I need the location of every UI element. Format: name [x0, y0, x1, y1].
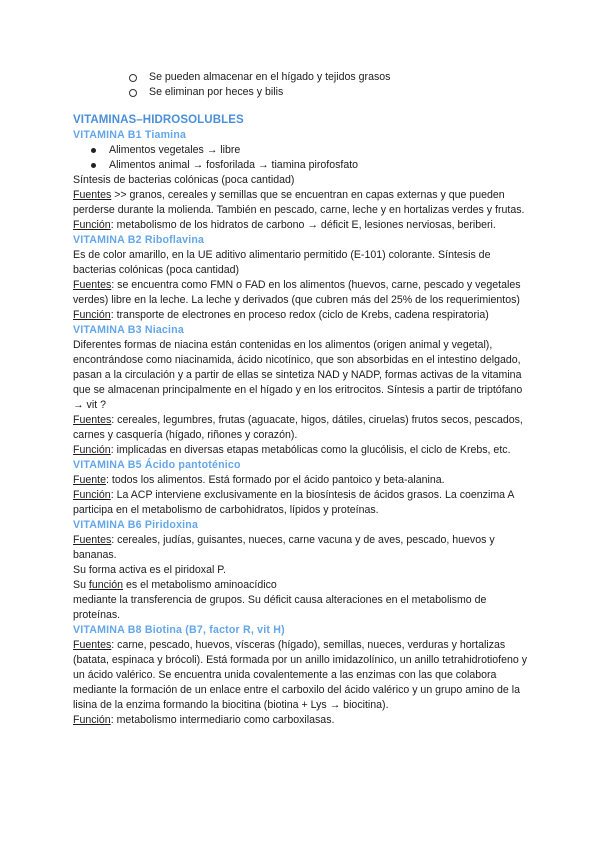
function-text: : transporte de electrones en proceso redox (ciclo de Krebs, cadena respiratoria) [110, 309, 489, 321]
section-heading: VITAMINAS–HIDROSOLUBLES [73, 114, 244, 126]
function-text: : metabolismo intermediario como carboxilasas. [110, 714, 335, 726]
b2-function [73, 308, 528, 323]
function-label: Función [73, 309, 111, 321]
sources-text: : carne, pescado, huevos, vísceras (hígado), semillas, nueces, verduras y hortalizas (batata, espinaca y brócoli). Está formada por un anillo imidazolínico, un anillo tetrahidrotiofeno y un ácido valérico. Se encuentra unida covalentemente a las enzimas con las que colabora mediante la formación de un enlace entre el carboxilo del ácido valérico y un grupo amino de la lisina de la enzima formando la biocitina (biotina + Lys → biocitina). [73, 639, 528, 711]
function-label: Función [73, 489, 111, 501]
b2-intro: Es de color amarillo, en la UE aditivo alimentario permitido (E-101) colorante. Síntesis de bacterias colónicas (poca cantidad) [73, 249, 491, 276]
function-label: Función [73, 714, 111, 726]
list-item-text: Se eliminan por heces y bilis [149, 86, 284, 98]
function-text: : La ACP interviene exclusivamente en la biosíntesis de ácidos grasos. La coenzima A participa en el metabolismo de carbohidratos, lípidos y proteínas. [73, 489, 514, 516]
b1-synthesis: Síntesis de bacterias colónicas (poca cantidad) [73, 174, 295, 186]
b5-function [73, 488, 528, 518]
b1-bullet-list [89, 143, 528, 173]
hollow-bullet-icon [129, 74, 137, 82]
top-bullet-list [129, 70, 528, 100]
vitamin-b2-heading: VITAMINA B2 Riboflavina [73, 234, 205, 246]
b3-function [73, 443, 528, 458]
function-label: Función [73, 444, 111, 456]
b3-intro: Diferentes formas de niacina están contenidas en los alimentos (origen animal y vegetal), encontrándose como niacinamida, ácido nicotínico, que son absorbidas en el intestino delgado, pasan a la circulación y a partir de ellas se sintetiza NAD y NADP, formas activas de la vitamina que se almacenan principalmente en el hígado y en los eritrocitos. Síntesis a partir de triptófano → vit ? [73, 339, 523, 411]
sources-label: Fuentes [73, 414, 112, 426]
list-item-text: Se pueden almacenar en el hígado y tejidos grasos [149, 71, 391, 83]
vitamin-b1-heading: VITAMINA B1 Tiamina [73, 129, 187, 141]
document-content [73, 70, 528, 728]
sources-label: Fuentes [73, 279, 112, 291]
sources-label: Fuentes [73, 534, 112, 546]
list-item [129, 85, 528, 100]
b1-sources [73, 188, 528, 218]
list-item [129, 70, 528, 85]
b6-function [73, 578, 528, 593]
b5-source [73, 473, 528, 488]
list-item-text: Alimentos vegetales → libre [109, 144, 241, 156]
function-text: : implicadas en diversas etapas metabólicas como la glucólisis, el ciclo de Krebs, etc. [110, 444, 511, 456]
b6-sources [73, 533, 528, 563]
list-item-text: Alimentos animal → fosforilada → tiamina pirofosfato [109, 159, 359, 171]
vitamin-b6-heading: VITAMINA B6 Piridoxina [73, 519, 199, 531]
function-text: : metabolismo de los hidratos de carbono → déficit E, lesiones nerviosas, beriberi. [110, 219, 496, 231]
vitamin-b8-heading: VITAMINA B8 Biotina (B7, factor R, vit H) [73, 624, 285, 636]
sources-text: : cereales, judías, guisantes, nueces, carne vacuna y de aves, pescado, huevos y bananas. [73, 534, 495, 561]
sources-text: : se encuentra como FMN o FAD en los alimentos (huevos, carne, pescado y vegetales verdes) libre en la leche. La leche y derivados (que cubren más del 25% de los requerimientos) [73, 279, 521, 306]
list-item [89, 143, 528, 158]
b3-sources [73, 413, 528, 443]
b6-transfer: mediante la transferencia de grupos. Su déficit causa alteraciones en el metabolismo de proteínas. [73, 594, 487, 621]
source-text: : todos los alimentos. Está formado por el ácido pantoico y beta-alanina. [105, 474, 445, 486]
b6-active-form: Su forma activa es el piridoxal P. [73, 564, 226, 576]
b8-function [73, 713, 528, 728]
source-label: Fuente [73, 474, 106, 486]
function-label: Función [73, 219, 111, 231]
hollow-bullet-icon [129, 89, 137, 97]
sources-text: >> granos, cereales y semillas que se encuentran en capas externas y que pueden perderse durante la molienda. También en pescado, carne, leche y en hortalizas verdes y frutas. [73, 189, 525, 216]
b1-function [73, 218, 528, 233]
sources-text: : cereales, legumbres, frutas (aguacate, higos, dátiles, ciruelas) frutos secos, pescados, carnes y casquería (hígado, riñones y corazón). [73, 414, 523, 441]
vitamin-b3-heading: VITAMINA B3 Niacina [73, 324, 184, 336]
function-prefix: Su [73, 579, 89, 591]
sources-label: Fuentes [73, 189, 112, 201]
function-text: es el metabolismo aminoacídico [123, 579, 277, 591]
b2-sources [73, 278, 528, 308]
bullet-icon [91, 163, 96, 168]
sources-label: Fuentes [73, 639, 112, 651]
vitamin-b5-heading: VITAMINA B5 Ácido pantoténico [73, 459, 241, 471]
b8-sources [73, 638, 528, 713]
list-item [89, 158, 528, 173]
bullet-icon [91, 148, 96, 153]
function-label: función [88, 579, 124, 591]
